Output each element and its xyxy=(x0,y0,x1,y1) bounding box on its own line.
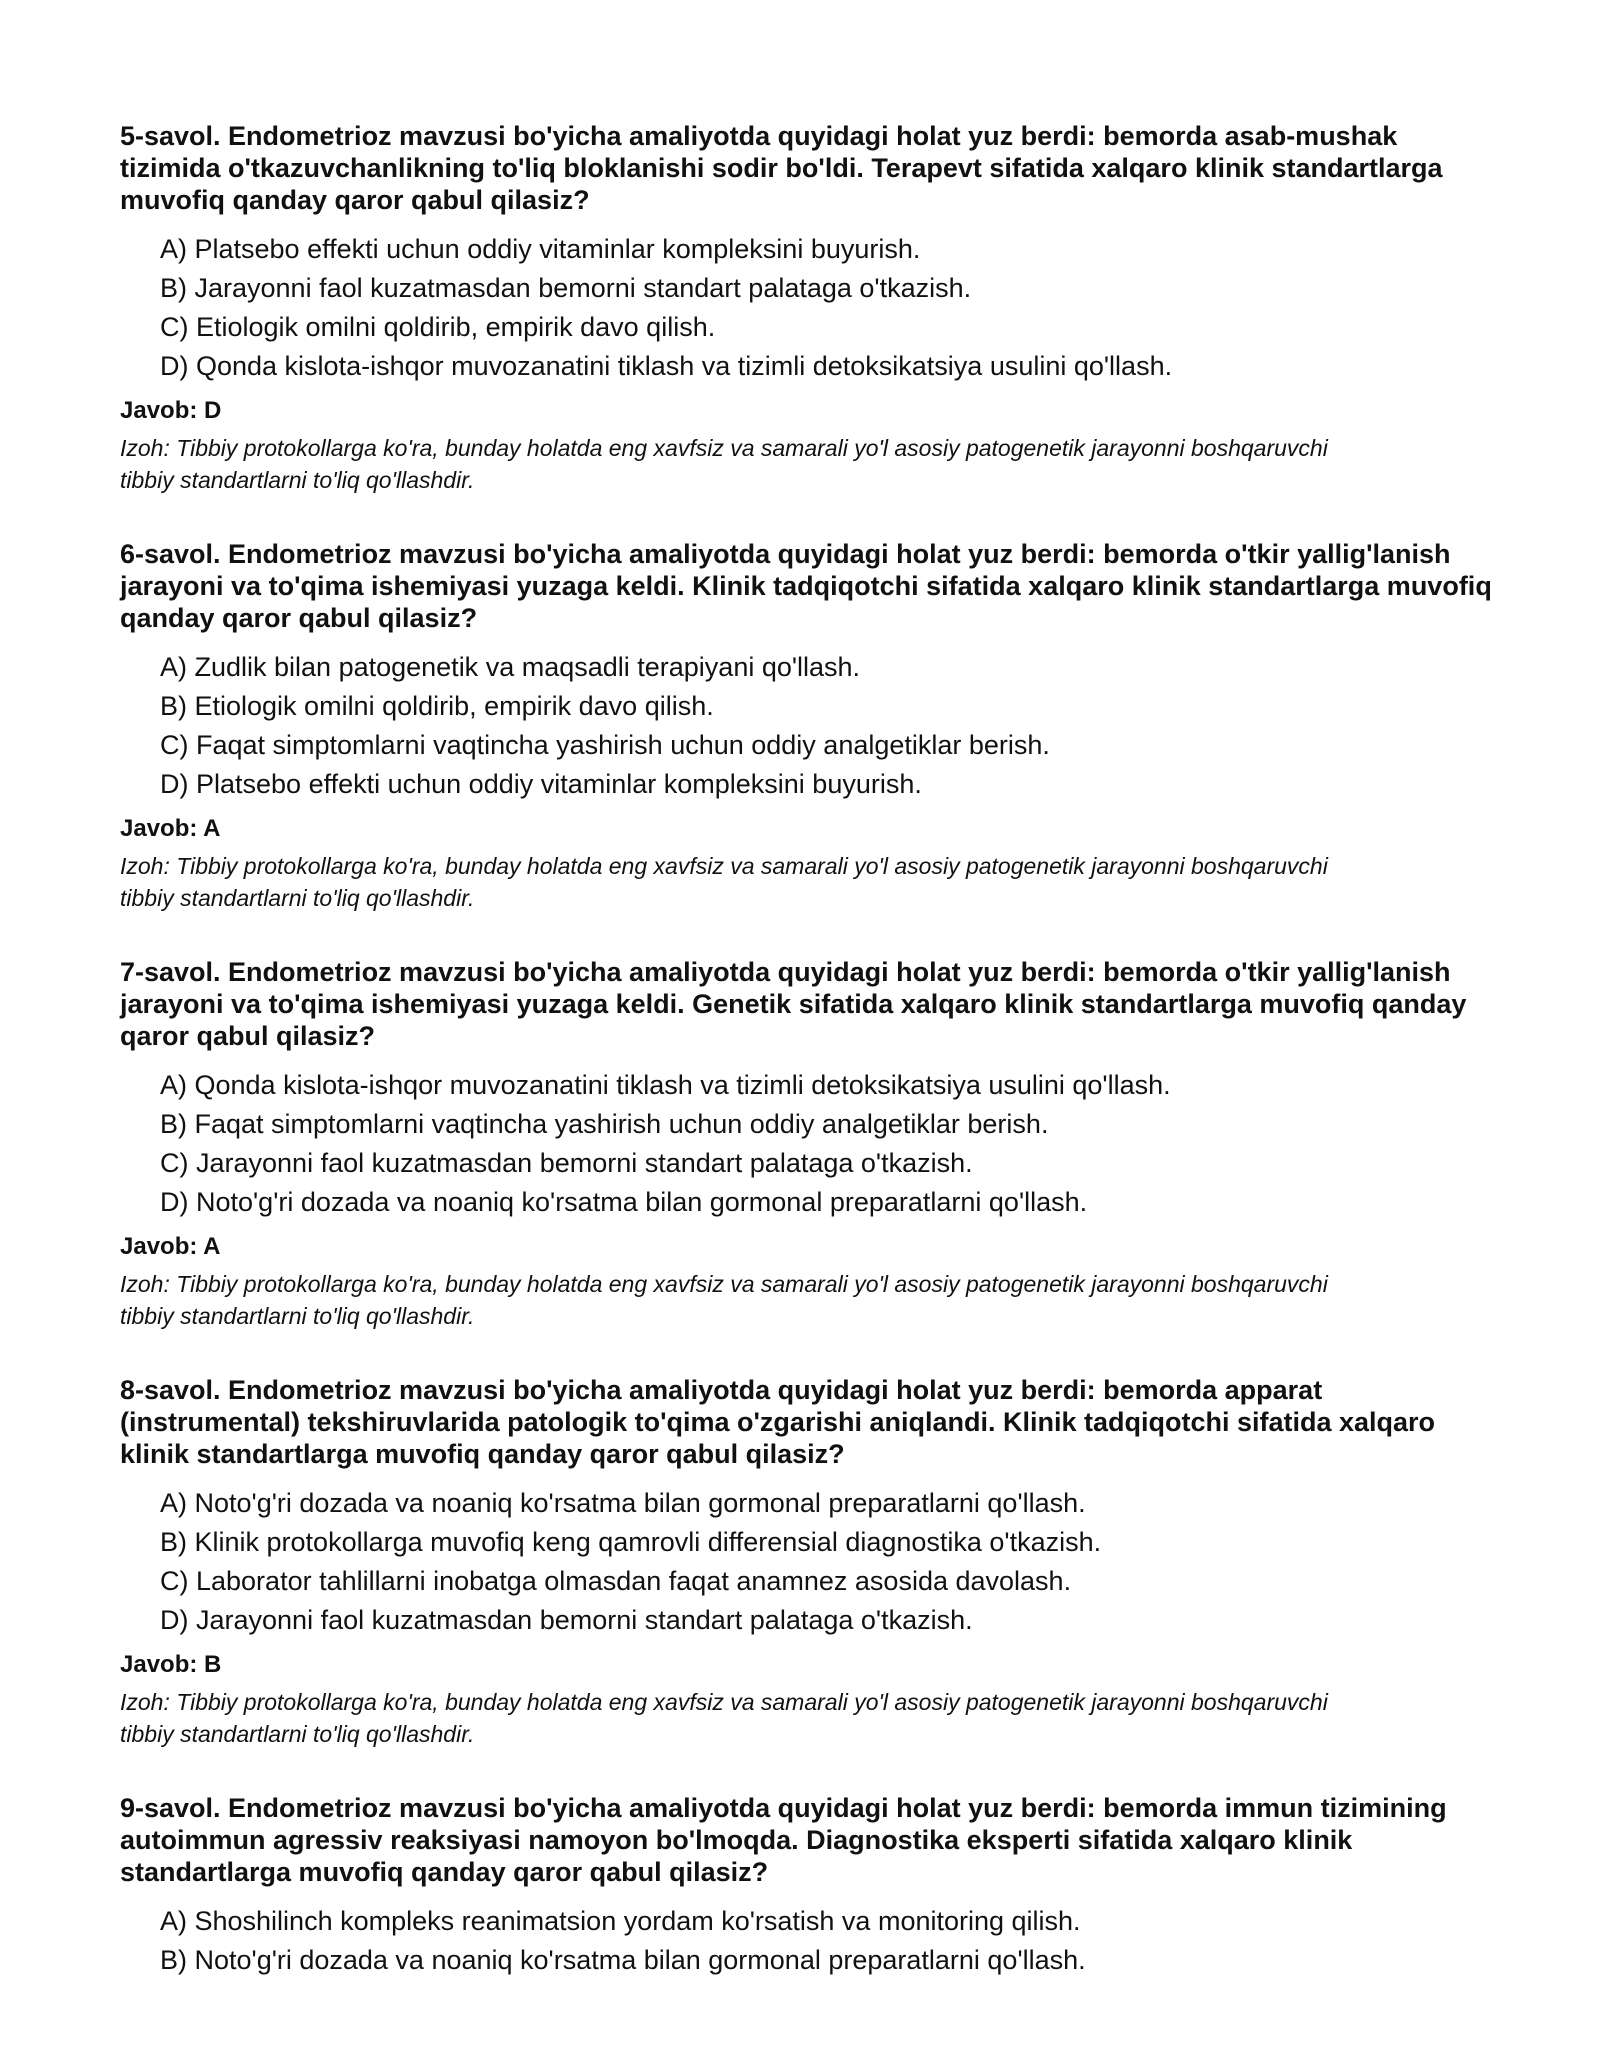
option-c: C) Laborator tahlillarni inobatga olmasdan faqat anamnez asosida davolash. xyxy=(160,1566,1072,1596)
option-c: C) Etiologik omilni qoldirib, empirik davo qilish. xyxy=(160,312,716,342)
question-text: 8-savol. Endometrioz mavzusi bo'yicha amaliyotda quyidagi holat yuz berdi: bemorda apparat (instrumental) tekshiruvlarida patologik to'qima o'zgarishi aniqlandi. Klinik tadqiqotchi sifatida xalqaro klinik standartlarga muvofiq qanday qaror qabul qilasiz? xyxy=(120,1375,1436,1469)
question-block xyxy=(120,1792,1500,1980)
option-list xyxy=(120,1066,1500,1222)
option-d: D) Platsebo effekti uchun oddiy vitaminlar kompleksini buyurish. xyxy=(160,769,922,799)
option-b: B) Klinik protokollarga muvofiq keng qamrovli differensial diagnostika o'tkazish. xyxy=(160,1527,1102,1557)
option-list xyxy=(120,230,1500,386)
option-b: B) Faqat simptomlarni vaqtincha yashirish uchun oddiy analgetiklar berish. xyxy=(160,1109,1049,1139)
explanation-note: Izoh: Tibbiy protokollarga ko'ra, bunday holatda eng xavfsiz va samarali yo'l asosiy patogenetik jarayonni boshqaruvchi tibbiy standartlarni to'liq qo'llashdir. xyxy=(120,1271,1328,1329)
explanation-note: Izoh: Tibbiy protokollarga ko'ra, bunday holatda eng xavfsiz va samarali yo'l asosiy patogenetik jarayonni boshqaruvchi tibbiy standartlarni to'liq qo'llashdir. xyxy=(120,853,1328,911)
option-list xyxy=(120,1484,1500,1640)
option-a: A) Zudlik bilan patogenetik va maqsadli terapiyani qo'llash. xyxy=(160,652,861,682)
question-block xyxy=(120,538,1500,914)
option-c: C) Faqat simptomlarni vaqtincha yashirish uchun oddiy analgetiklar berish. xyxy=(160,730,1050,760)
question-text: 9-savol. Endometrioz mavzusi bo'yicha amaliyotda quyidagi holat yuz berdi: bemorda immun tizimining autoimmun agressiv reaksiyasi namoyon bo'lmoqda. Diagnostika eksperti sifatida xalqaro klinik standartlarga muvofiq qanday qaror qabul qilasiz? xyxy=(120,1793,1447,1887)
question-text: 7-savol. Endometrioz mavzusi bo'yicha amaliyotda quyidagi holat yuz berdi: bemorda o'tkir yallig'lanish jarayoni va to'qima ishemiyasi yuzaga keldi. Genetik sifatida xalqaro klinik standartlarga muvofiq qanday qaror qabul qilasiz? xyxy=(120,957,1467,1051)
option-c: C) Jarayonni faol kuzatmasdan bemorni standart palataga o'tkazish. xyxy=(160,1148,973,1178)
option-d: D) Jarayonni faol kuzatmasdan bemorni standart palataga o'tkazish. xyxy=(160,1605,973,1635)
option-b: B) Noto'g'ri dozada va noaniq ko'rsatma bilan gormonal preparatlarni qo'llash. xyxy=(160,1945,1086,1975)
explanation-note: Izoh: Tibbiy protokollarga ko'ra, bunday holatda eng xavfsiz va samarali yo'l asosiy patogenetik jarayonni boshqaruvchi tibbiy standartlarni to'liq qo'llashdir. xyxy=(120,1689,1328,1747)
document-page xyxy=(120,120,1500,2022)
option-a: A) Shoshilinch kompleks reanimatsion yordam ko'rsatish va monitoring qilish. xyxy=(160,1906,1081,1936)
question-block xyxy=(120,120,1500,496)
option-a: A) Platsebo effekti uchun oddiy vitaminlar kompleksini buyurish. xyxy=(160,234,921,264)
answer-label: Javob: A xyxy=(120,815,221,842)
option-b: B) Jarayonni faol kuzatmasdan bemorni standart palataga o'tkazish. xyxy=(160,273,972,303)
question-text: 6-savol. Endometrioz mavzusi bo'yicha amaliyotda quyidagi holat yuz berdi: bemorda o'tkir yallig'lanish jarayoni va to'qima ishemiyasi yuzaga keldi. Klinik tadqiqotchi sifatida xalqaro klinik standartlarga muvofiq qanday qaror qabul qilasiz? xyxy=(120,539,1492,633)
option-d: D) Noto'g'ri dozada va noaniq ko'rsatma bilan gormonal preparatlarni qo'llash. xyxy=(160,1187,1088,1217)
answer-label: Javob: A xyxy=(120,1233,221,1260)
question-block xyxy=(120,1374,1500,1750)
option-list xyxy=(120,648,1500,804)
option-d: D) Qonda kislota-ishqor muvozanatini tiklash va tizimli detoksikatsiya usulini qo'llash. xyxy=(160,351,1173,381)
question-block xyxy=(120,956,1500,1332)
answer-label: Javob: B xyxy=(120,1651,222,1678)
option-a: A) Qonda kislota-ishqor muvozanatini tiklash va tizimli detoksikatsiya usulini qo'llash. xyxy=(160,1070,1171,1100)
option-list xyxy=(120,1902,1500,1980)
question-text: 5-savol. Endometrioz mavzusi bo'yicha amaliyotda quyidagi holat yuz berdi: bemorda asab-mushak tizimida o'tkazuvchanlikning to'liq bloklanishi sodir bo'ldi. Terapevt sifatida xalqaro klinik standartlarga muvofiq qanday qaror qabul qilasiz? xyxy=(120,121,1443,215)
answer-label: Javob: D xyxy=(120,397,222,424)
option-b: B) Etiologik omilni qoldirib, empirik davo qilish. xyxy=(160,691,714,721)
option-a: A) Noto'g'ri dozada va noaniq ko'rsatma bilan gormonal preparatlarni qo'llash. xyxy=(160,1488,1086,1518)
explanation-note: Izoh: Tibbiy protokollarga ko'ra, bunday holatda eng xavfsiz va samarali yo'l asosiy patogenetik jarayonni boshqaruvchi tibbiy standartlarni to'liq qo'llashdir. xyxy=(120,435,1328,493)
